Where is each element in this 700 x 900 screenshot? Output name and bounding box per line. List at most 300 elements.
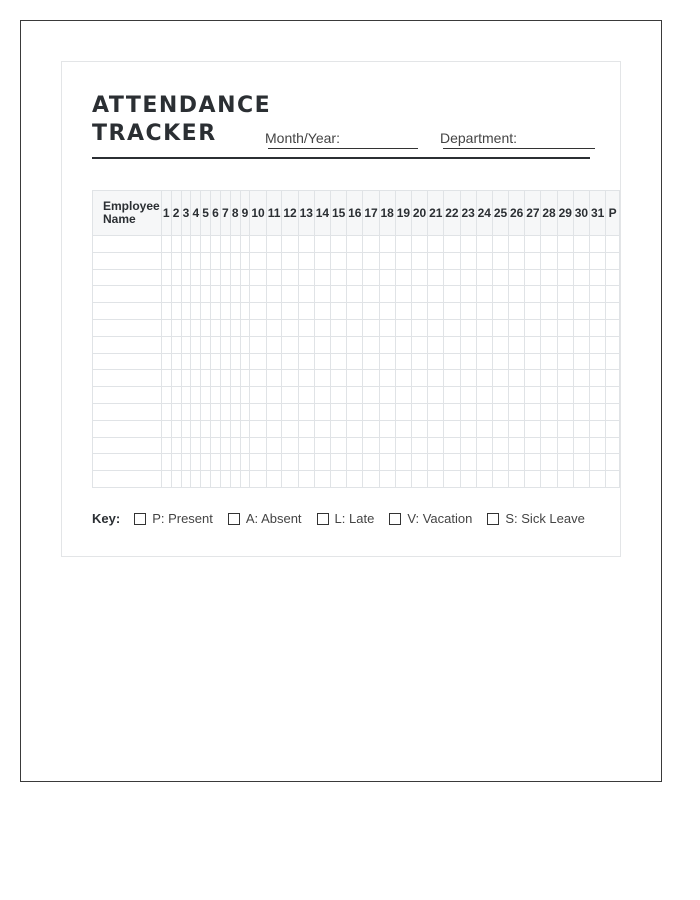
attendance-cell[interactable] (573, 236, 589, 253)
attendance-cell[interactable] (379, 471, 395, 488)
attendance-cell[interactable] (211, 454, 221, 471)
attendance-cell[interactable] (240, 252, 250, 269)
attendance-cell[interactable] (363, 252, 379, 269)
attendance-cell[interactable] (411, 387, 427, 404)
attendance-cell[interactable] (181, 286, 191, 303)
checkbox-icon[interactable] (389, 513, 401, 525)
attendance-cell[interactable] (525, 420, 541, 437)
attendance-cell[interactable] (395, 403, 411, 420)
attendance-cell[interactable] (314, 319, 330, 336)
attendance-cell[interactable] (240, 319, 250, 336)
attendance-cell[interactable] (363, 437, 379, 454)
attendance-cell[interactable] (230, 252, 240, 269)
attendance-cell[interactable] (331, 269, 347, 286)
attendance-cell[interactable] (298, 420, 314, 437)
attendance-cell[interactable] (191, 336, 201, 353)
attendance-cell[interactable] (428, 353, 444, 370)
attendance-cell[interactable] (525, 454, 541, 471)
attendance-cell[interactable] (460, 336, 476, 353)
attendance-cell[interactable] (590, 336, 606, 353)
attendance-cell[interactable] (476, 387, 492, 404)
attendance-cell[interactable] (395, 454, 411, 471)
attendance-cell[interactable] (557, 471, 573, 488)
attendance-cell[interactable] (606, 319, 620, 336)
attendance-cell[interactable] (250, 252, 266, 269)
attendance-cell[interactable] (220, 420, 230, 437)
employee-name-cell[interactable] (93, 454, 162, 471)
attendance-cell[interactable] (161, 286, 171, 303)
attendance-cell[interactable] (363, 286, 379, 303)
attendance-cell[interactable] (492, 269, 508, 286)
attendance-cell[interactable] (606, 303, 620, 320)
attendance-cell[interactable] (492, 319, 508, 336)
attendance-cell[interactable] (331, 370, 347, 387)
attendance-cell[interactable] (230, 437, 240, 454)
attendance-cell[interactable] (444, 336, 460, 353)
attendance-cell[interactable] (230, 471, 240, 488)
attendance-cell[interactable] (606, 336, 620, 353)
attendance-cell[interactable] (444, 303, 460, 320)
attendance-cell[interactable] (331, 236, 347, 253)
attendance-cell[interactable] (161, 420, 171, 437)
attendance-cell[interactable] (347, 269, 363, 286)
attendance-cell[interactable] (191, 370, 201, 387)
attendance-cell[interactable] (266, 387, 282, 404)
attendance-cell[interactable] (557, 319, 573, 336)
attendance-cell[interactable] (331, 437, 347, 454)
attendance-cell[interactable] (220, 269, 230, 286)
attendance-cell[interactable] (525, 269, 541, 286)
attendance-cell[interactable] (557, 437, 573, 454)
attendance-cell[interactable] (230, 387, 240, 404)
attendance-cell[interactable] (363, 454, 379, 471)
attendance-cell[interactable] (230, 319, 240, 336)
attendance-cell[interactable] (590, 403, 606, 420)
attendance-cell[interactable] (250, 286, 266, 303)
attendance-cell[interactable] (314, 336, 330, 353)
attendance-cell[interactable] (347, 387, 363, 404)
attendance-cell[interactable] (525, 403, 541, 420)
attendance-cell[interactable] (347, 403, 363, 420)
attendance-cell[interactable] (171, 303, 181, 320)
attendance-cell[interactable] (525, 319, 541, 336)
attendance-cell[interactable] (590, 437, 606, 454)
attendance-cell[interactable] (347, 454, 363, 471)
attendance-cell[interactable] (191, 353, 201, 370)
attendance-cell[interactable] (379, 286, 395, 303)
attendance-cell[interactable] (240, 269, 250, 286)
attendance-cell[interactable] (347, 437, 363, 454)
attendance-cell[interactable] (363, 269, 379, 286)
attendance-cell[interactable] (161, 437, 171, 454)
attendance-cell[interactable] (460, 269, 476, 286)
attendance-cell[interactable] (161, 454, 171, 471)
attendance-cell[interactable] (211, 319, 221, 336)
attendance-cell[interactable] (201, 454, 211, 471)
attendance-cell[interactable] (298, 471, 314, 488)
checkbox-icon[interactable] (317, 513, 329, 525)
attendance-cell[interactable] (525, 286, 541, 303)
attendance-cell[interactable] (606, 387, 620, 404)
attendance-cell[interactable] (201, 437, 211, 454)
attendance-cell[interactable] (347, 286, 363, 303)
attendance-cell[interactable] (201, 286, 211, 303)
attendance-cell[interactable] (444, 269, 460, 286)
attendance-cell[interactable] (282, 370, 298, 387)
attendance-cell[interactable] (181, 353, 191, 370)
attendance-cell[interactable] (557, 403, 573, 420)
attendance-cell[interactable] (492, 471, 508, 488)
attendance-cell[interactable] (509, 437, 525, 454)
attendance-cell[interactable] (191, 454, 201, 471)
attendance-cell[interactable] (211, 403, 221, 420)
attendance-cell[interactable] (201, 353, 211, 370)
attendance-cell[interactable] (181, 420, 191, 437)
attendance-cell[interactable] (557, 252, 573, 269)
attendance-cell[interactable] (476, 319, 492, 336)
attendance-cell[interactable] (541, 353, 557, 370)
attendance-cell[interactable] (181, 319, 191, 336)
attendance-cell[interactable] (201, 403, 211, 420)
attendance-cell[interactable] (590, 387, 606, 404)
attendance-cell[interactable] (266, 336, 282, 353)
attendance-cell[interactable] (331, 471, 347, 488)
attendance-cell[interactable] (476, 236, 492, 253)
attendance-cell[interactable] (460, 370, 476, 387)
attendance-cell[interactable] (230, 353, 240, 370)
attendance-cell[interactable] (557, 236, 573, 253)
attendance-cell[interactable] (492, 370, 508, 387)
attendance-cell[interactable] (331, 303, 347, 320)
attendance-cell[interactable] (541, 286, 557, 303)
attendance-cell[interactable] (314, 269, 330, 286)
attendance-cell[interactable] (201, 336, 211, 353)
attendance-cell[interactable] (282, 387, 298, 404)
attendance-cell[interactable] (211, 269, 221, 286)
attendance-cell[interactable] (509, 353, 525, 370)
attendance-cell[interactable] (476, 353, 492, 370)
attendance-cell[interactable] (476, 454, 492, 471)
attendance-cell[interactable] (525, 236, 541, 253)
attendance-cell[interactable] (476, 286, 492, 303)
attendance-cell[interactable] (347, 252, 363, 269)
attendance-cell[interactable] (411, 269, 427, 286)
attendance-cell[interactable] (282, 319, 298, 336)
attendance-cell[interactable] (395, 387, 411, 404)
attendance-cell[interactable] (541, 252, 557, 269)
attendance-cell[interactable] (509, 403, 525, 420)
attendance-cell[interactable] (590, 454, 606, 471)
attendance-cell[interactable] (250, 437, 266, 454)
attendance-cell[interactable] (492, 236, 508, 253)
attendance-cell[interactable] (525, 303, 541, 320)
attendance-cell[interactable] (541, 454, 557, 471)
attendance-cell[interactable] (220, 236, 230, 253)
attendance-cell[interactable] (220, 252, 230, 269)
attendance-cell[interactable] (298, 454, 314, 471)
attendance-cell[interactable] (220, 319, 230, 336)
attendance-cell[interactable] (492, 336, 508, 353)
attendance-cell[interactable] (181, 403, 191, 420)
attendance-cell[interactable] (379, 269, 395, 286)
attendance-cell[interactable] (282, 420, 298, 437)
attendance-cell[interactable] (509, 286, 525, 303)
attendance-cell[interactable] (428, 420, 444, 437)
employee-name-cell[interactable] (93, 336, 162, 353)
attendance-cell[interactable] (298, 370, 314, 387)
attendance-cell[interactable] (230, 370, 240, 387)
attendance-cell[interactable] (314, 437, 330, 454)
attendance-cell[interactable] (557, 420, 573, 437)
attendance-cell[interactable] (492, 403, 508, 420)
attendance-cell[interactable] (347, 420, 363, 437)
attendance-cell[interactable] (444, 286, 460, 303)
attendance-cell[interactable] (250, 236, 266, 253)
attendance-cell[interactable] (379, 387, 395, 404)
attendance-cell[interactable] (201, 269, 211, 286)
attendance-cell[interactable] (201, 236, 211, 253)
attendance-cell[interactable] (298, 403, 314, 420)
attendance-cell[interactable] (266, 454, 282, 471)
attendance-cell[interactable] (428, 370, 444, 387)
attendance-cell[interactable] (230, 236, 240, 253)
attendance-cell[interactable] (171, 437, 181, 454)
attendance-cell[interactable] (411, 353, 427, 370)
attendance-cell[interactable] (590, 286, 606, 303)
attendance-cell[interactable] (444, 471, 460, 488)
attendance-cell[interactable] (250, 353, 266, 370)
attendance-cell[interactable] (314, 252, 330, 269)
attendance-cell[interactable] (171, 471, 181, 488)
attendance-cell[interactable] (191, 403, 201, 420)
attendance-cell[interactable] (201, 370, 211, 387)
attendance-cell[interactable] (411, 454, 427, 471)
attendance-cell[interactable] (266, 252, 282, 269)
attendance-cell[interactable] (509, 387, 525, 404)
attendance-cell[interactable] (171, 252, 181, 269)
attendance-cell[interactable] (395, 236, 411, 253)
attendance-cell[interactable] (266, 471, 282, 488)
attendance-cell[interactable] (509, 471, 525, 488)
attendance-cell[interactable] (363, 471, 379, 488)
attendance-cell[interactable] (428, 387, 444, 404)
checkbox-icon[interactable] (228, 513, 240, 525)
attendance-cell[interactable] (379, 319, 395, 336)
attendance-cell[interactable] (331, 387, 347, 404)
attendance-cell[interactable] (347, 303, 363, 320)
attendance-cell[interactable] (411, 236, 427, 253)
attendance-cell[interactable] (525, 387, 541, 404)
attendance-cell[interactable] (171, 403, 181, 420)
attendance-cell[interactable] (282, 286, 298, 303)
attendance-cell[interactable] (573, 403, 589, 420)
attendance-cell[interactable] (573, 437, 589, 454)
attendance-cell[interactable] (240, 437, 250, 454)
attendance-cell[interactable] (181, 454, 191, 471)
attendance-cell[interactable] (395, 471, 411, 488)
attendance-cell[interactable] (509, 269, 525, 286)
employee-name-cell[interactable] (93, 286, 162, 303)
attendance-cell[interactable] (460, 437, 476, 454)
attendance-cell[interactable] (395, 370, 411, 387)
attendance-cell[interactable] (395, 303, 411, 320)
employee-name-cell[interactable] (93, 236, 162, 253)
attendance-cell[interactable] (460, 236, 476, 253)
attendance-cell[interactable] (331, 336, 347, 353)
attendance-cell[interactable] (541, 420, 557, 437)
attendance-cell[interactable] (476, 437, 492, 454)
attendance-cell[interactable] (492, 420, 508, 437)
attendance-cell[interactable] (363, 403, 379, 420)
attendance-cell[interactable] (331, 403, 347, 420)
attendance-cell[interactable] (266, 353, 282, 370)
attendance-cell[interactable] (250, 269, 266, 286)
attendance-cell[interactable] (573, 471, 589, 488)
attendance-cell[interactable] (476, 303, 492, 320)
attendance-cell[interactable] (379, 370, 395, 387)
attendance-cell[interactable] (171, 336, 181, 353)
employee-name-cell[interactable] (93, 252, 162, 269)
attendance-cell[interactable] (509, 319, 525, 336)
attendance-cell[interactable] (161, 403, 171, 420)
attendance-cell[interactable] (476, 252, 492, 269)
attendance-cell[interactable] (379, 236, 395, 253)
attendance-cell[interactable] (201, 319, 211, 336)
attendance-cell[interactable] (161, 319, 171, 336)
attendance-cell[interactable] (347, 319, 363, 336)
employee-name-cell[interactable] (93, 420, 162, 437)
attendance-cell[interactable] (314, 303, 330, 320)
attendance-cell[interactable] (428, 286, 444, 303)
attendance-cell[interactable] (395, 336, 411, 353)
attendance-cell[interactable] (363, 353, 379, 370)
attendance-cell[interactable] (220, 353, 230, 370)
attendance-cell[interactable] (460, 319, 476, 336)
attendance-cell[interactable] (298, 269, 314, 286)
employee-name-cell[interactable] (93, 387, 162, 404)
attendance-cell[interactable] (347, 336, 363, 353)
employee-name-cell[interactable] (93, 437, 162, 454)
attendance-cell[interactable] (444, 420, 460, 437)
attendance-cell[interactable] (181, 387, 191, 404)
attendance-cell[interactable] (171, 286, 181, 303)
attendance-cell[interactable] (250, 303, 266, 320)
attendance-cell[interactable] (492, 353, 508, 370)
attendance-cell[interactable] (282, 353, 298, 370)
attendance-cell[interactable] (181, 471, 191, 488)
attendance-cell[interactable] (331, 319, 347, 336)
attendance-cell[interactable] (411, 420, 427, 437)
attendance-cell[interactable] (201, 252, 211, 269)
attendance-cell[interactable] (476, 370, 492, 387)
attendance-cell[interactable] (411, 370, 427, 387)
attendance-cell[interactable] (606, 353, 620, 370)
attendance-cell[interactable] (240, 236, 250, 253)
attendance-cell[interactable] (201, 471, 211, 488)
attendance-cell[interactable] (379, 454, 395, 471)
attendance-cell[interactable] (541, 370, 557, 387)
attendance-cell[interactable] (573, 319, 589, 336)
attendance-cell[interactable] (282, 454, 298, 471)
attendance-cell[interactable] (557, 454, 573, 471)
attendance-cell[interactable] (191, 252, 201, 269)
attendance-cell[interactable] (557, 303, 573, 320)
attendance-cell[interactable] (363, 236, 379, 253)
attendance-cell[interactable] (509, 370, 525, 387)
attendance-cell[interactable] (266, 286, 282, 303)
attendance-cell[interactable] (590, 370, 606, 387)
attendance-cell[interactable] (211, 252, 221, 269)
attendance-cell[interactable] (573, 252, 589, 269)
attendance-cell[interactable] (460, 303, 476, 320)
attendance-cell[interactable] (379, 420, 395, 437)
attendance-cell[interactable] (314, 454, 330, 471)
attendance-cell[interactable] (395, 420, 411, 437)
attendance-cell[interactable] (509, 252, 525, 269)
attendance-cell[interactable] (428, 303, 444, 320)
attendance-cell[interactable] (282, 403, 298, 420)
attendance-cell[interactable] (298, 286, 314, 303)
attendance-cell[interactable] (191, 319, 201, 336)
attendance-cell[interactable] (411, 252, 427, 269)
attendance-cell[interactable] (161, 236, 171, 253)
attendance-cell[interactable] (266, 437, 282, 454)
attendance-cell[interactable] (573, 269, 589, 286)
attendance-cell[interactable] (191, 286, 201, 303)
attendance-cell[interactable] (314, 353, 330, 370)
attendance-cell[interactable] (161, 370, 171, 387)
attendance-cell[interactable] (191, 303, 201, 320)
employee-name-cell[interactable] (93, 370, 162, 387)
attendance-cell[interactable] (573, 286, 589, 303)
attendance-cell[interactable] (525, 336, 541, 353)
attendance-cell[interactable] (590, 252, 606, 269)
attendance-cell[interactable] (282, 252, 298, 269)
attendance-cell[interactable] (220, 286, 230, 303)
attendance-cell[interactable] (201, 387, 211, 404)
attendance-cell[interactable] (282, 471, 298, 488)
attendance-cell[interactable] (590, 471, 606, 488)
attendance-cell[interactable] (509, 336, 525, 353)
attendance-cell[interactable] (573, 454, 589, 471)
attendance-cell[interactable] (573, 387, 589, 404)
attendance-cell[interactable] (211, 303, 221, 320)
attendance-cell[interactable] (266, 420, 282, 437)
attendance-cell[interactable] (161, 336, 171, 353)
attendance-cell[interactable] (541, 269, 557, 286)
attendance-cell[interactable] (191, 236, 201, 253)
attendance-cell[interactable] (161, 303, 171, 320)
attendance-cell[interactable] (266, 269, 282, 286)
attendance-cell[interactable] (476, 336, 492, 353)
attendance-cell[interactable] (230, 454, 240, 471)
attendance-cell[interactable] (220, 370, 230, 387)
attendance-cell[interactable] (230, 286, 240, 303)
attendance-cell[interactable] (161, 252, 171, 269)
attendance-cell[interactable] (492, 286, 508, 303)
attendance-cell[interactable] (363, 420, 379, 437)
attendance-cell[interactable] (201, 303, 211, 320)
checkbox-icon[interactable] (487, 513, 499, 525)
department-field[interactable] (440, 130, 517, 146)
attendance-cell[interactable] (191, 387, 201, 404)
attendance-cell[interactable] (211, 353, 221, 370)
attendance-cell[interactable] (444, 252, 460, 269)
attendance-cell[interactable] (363, 319, 379, 336)
attendance-cell[interactable] (379, 336, 395, 353)
attendance-cell[interactable] (298, 252, 314, 269)
attendance-cell[interactable] (428, 336, 444, 353)
